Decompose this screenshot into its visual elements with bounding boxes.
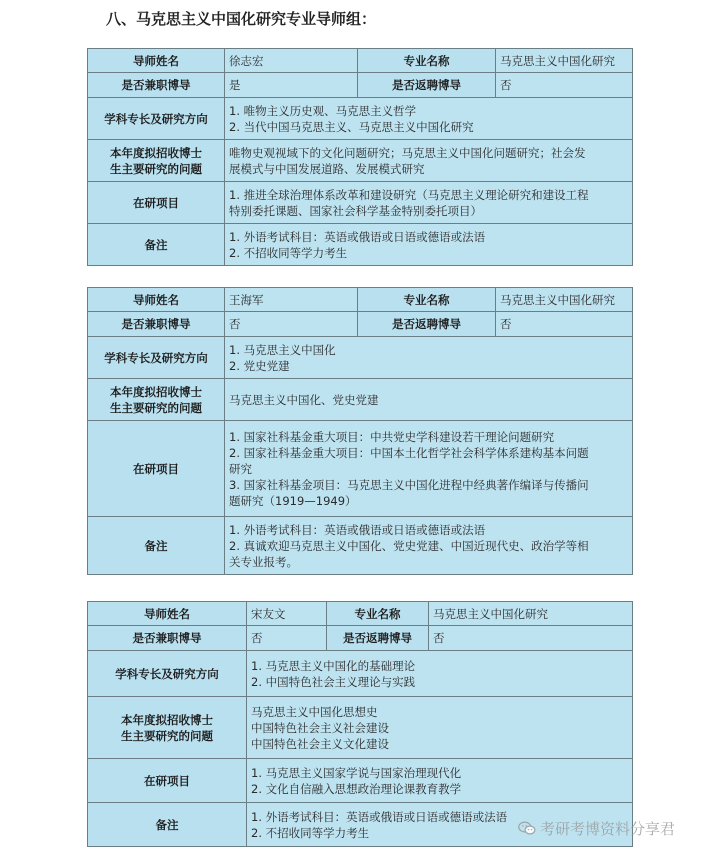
projects-label: 在研项目 — [88, 421, 225, 517]
concurrent-label: 是否兼职博导 — [88, 73, 225, 98]
projects-value — [225, 182, 633, 224]
note-line: 关专业报考。 — [229, 554, 298, 569]
specialty-value — [225, 98, 633, 140]
problems-label-line: 生主要研究的问题 — [110, 400, 202, 415]
problems-line: 中国特色社会主义文化建设 — [251, 736, 389, 751]
concurrent-label: 是否兼职博导 — [88, 626, 247, 651]
notes-label: 备注 — [88, 517, 225, 575]
name-label: 导师姓名 — [88, 49, 225, 73]
notes-label: 备注 — [88, 224, 225, 266]
problems-label-line: 生主要研究的问题 — [121, 728, 213, 743]
name-label: 导师姓名 — [88, 288, 225, 312]
specialty-line: 1. 唯物主义历史观、马克思主义哲学 — [229, 103, 417, 118]
project-line: 1. 推进全球治理体系改革和建设研究（马克思主义理论研究和建设工程 — [229, 187, 589, 202]
problems-value — [247, 697, 633, 759]
tutor-table-1 — [87, 48, 633, 266]
specialty-line: 2. 党史党建 — [229, 358, 290, 373]
name-label: 导师姓名 — [88, 602, 247, 626]
specialty-label: 学科专长及研究方向 — [88, 337, 225, 379]
tutor-table-3 — [87, 601, 633, 847]
problems-line: 马克思主义中国化思想史 — [251, 704, 378, 719]
tutor-table-2 — [87, 287, 633, 575]
rehired-value: 否 — [496, 312, 633, 337]
projects-label: 在研项目 — [88, 759, 247, 803]
problems-line: 中国特色社会主义社会建设 — [251, 720, 389, 735]
problems-value — [225, 379, 633, 421]
problems-line: 展模式与中国发展道路、发展模式研究 — [229, 161, 425, 176]
specialty-line: 1. 马克思主义中国化 — [229, 342, 336, 357]
project-line: 题研究（1919—1949） — [229, 493, 357, 508]
project-line: 2. 文化自信融入思想政治理论课教育教学 — [251, 781, 462, 796]
wechat-icon — [518, 821, 536, 836]
project-line: 2. 国家社科基金重大项目：中国本土化哲学社会科学体系建构基本问题 — [229, 445, 589, 460]
specialty-label: 学科专长及研究方向 — [88, 98, 225, 140]
concurrent-value: 否 — [247, 626, 327, 651]
rehired-value: 否 — [429, 626, 633, 651]
section-title: 八、马克思主义中国化研究专业导师组： — [106, 10, 377, 28]
note-line: 1. 外语考试科目：英语或俄语或日语或德语或法语 — [251, 809, 508, 824]
problems-label-line: 本年度拟招收博士 — [110, 384, 202, 399]
project-line: 1. 国家社科基金重大项目：中共党史学科建设若干理论问题研究 — [229, 429, 555, 444]
problems-line: 唯物史观视域下的文化问题研究；马克思主义中国化问题研究；社会发 — [229, 145, 586, 160]
tutor-name: 宋友文 — [247, 602, 327, 626]
problems-label — [88, 697, 247, 759]
specialty-line: 1. 马克思主义中国化的基础理论 — [251, 658, 416, 673]
notes-value — [225, 517, 633, 575]
problems-value — [225, 140, 633, 182]
specialty-value — [225, 337, 633, 379]
note-line: 1. 外语考试科目：英语或俄语或日语或德语或法语 — [229, 522, 486, 537]
specialty-label: 学科专长及研究方向 — [88, 651, 247, 697]
specialty-line: 2. 中国特色社会主义理论与实践 — [251, 674, 416, 689]
rehired-label: 是否返聘博导 — [327, 626, 429, 651]
major-label: 专业名称 — [358, 288, 496, 312]
problems-label-line: 生主要研究的问题 — [110, 161, 202, 176]
rehired-label: 是否返聘博导 — [358, 312, 496, 337]
major-value: 马克思主义中国化研究 — [429, 602, 633, 626]
note-line: 1. 外语考试科目：英语或俄语或日语或德语或法语 — [229, 229, 486, 244]
major-value: 马克思主义中国化研究 — [496, 49, 633, 73]
major-label: 专业名称 — [327, 602, 429, 626]
problems-label — [88, 379, 225, 421]
watermark — [518, 818, 675, 839]
specialty-value — [247, 651, 633, 697]
note-line: 2. 真诚欢迎马克思主义中国化、党史党建、中国近现代史、政治学等相 — [229, 538, 589, 553]
note-line: 2. 不招收同等学力考生 — [251, 825, 370, 840]
project-line: 研究 — [229, 461, 252, 476]
rehired-value: 否 — [496, 73, 633, 98]
projects-value — [247, 759, 633, 803]
projects-value — [225, 421, 633, 517]
problems-line: 马克思主义中国化、党史党建 — [229, 392, 379, 407]
concurrent-value: 否 — [225, 312, 358, 337]
projects-label: 在研项目 — [88, 182, 225, 224]
tutor-name: 徐志宏 — [225, 49, 358, 73]
major-value: 马克思主义中国化研究 — [496, 288, 633, 312]
note-line: 2. 不招收同等学力考生 — [229, 245, 348, 260]
project-line: 1. 马克思主义国家学说与国家治理现代化 — [251, 765, 462, 780]
notes-value — [225, 224, 633, 266]
rehired-label: 是否返聘博导 — [358, 73, 496, 98]
concurrent-value: 是 — [225, 73, 358, 98]
notes-label: 备注 — [88, 803, 247, 847]
problems-label-line: 本年度拟招收博士 — [121, 712, 213, 727]
concurrent-label: 是否兼职博导 — [88, 312, 225, 337]
specialty-line: 2. 当代中国马克思主义、马克思主义中国化研究 — [229, 119, 474, 134]
major-label: 专业名称 — [358, 49, 496, 73]
problems-label-line: 本年度拟招收博士 — [110, 145, 202, 160]
tutor-name: 王海军 — [225, 288, 358, 312]
project-line: 特别委托课题、国家社会科学基金特别委托项目） — [229, 203, 482, 218]
project-line: 3. 国家社科基金项目：马克思主义中国化进程中经典著作编译与传播问 — [229, 477, 589, 492]
watermark-text: 考研考博资料分享君 — [540, 820, 676, 838]
problems-label — [88, 140, 225, 182]
